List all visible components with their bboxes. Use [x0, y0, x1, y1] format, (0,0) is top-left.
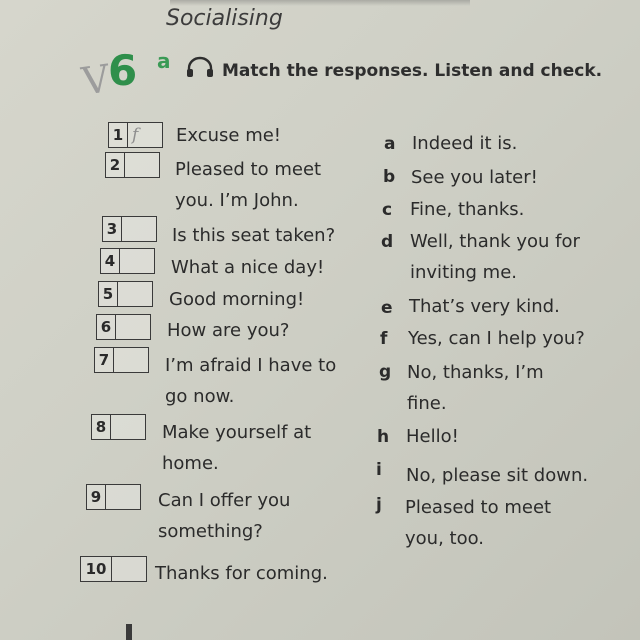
prompt-text: I’m afraid I have to: [165, 355, 337, 376]
response-letter: a: [384, 134, 396, 154]
item-number: 3: [103, 217, 122, 241]
response-letter: i: [376, 460, 382, 480]
item-number: 1: [109, 123, 128, 147]
section-title: Socialising: [166, 6, 283, 31]
item-number: 8: [92, 415, 111, 439]
prompt-text: you. I’m John.: [175, 190, 299, 211]
item-number: 7: [95, 348, 114, 372]
response-text: That’s very kind.: [409, 296, 560, 317]
item-number: 6: [97, 315, 116, 339]
prompt-text: Excuse me!: [176, 125, 282, 146]
item-number: 2: [106, 153, 125, 177]
answer-field[interactable]: f: [132, 125, 139, 145]
prompt-text: Thanks for coming.: [155, 563, 328, 584]
prompt-text: Can I offer you: [158, 490, 291, 511]
response-text: No, thanks, I’m: [407, 362, 544, 383]
response-text: Fine, thanks.: [410, 199, 525, 220]
item-number: 10: [81, 557, 112, 581]
prompt-text: What a nice day!: [171, 257, 325, 278]
next-section-fragment: [126, 624, 132, 640]
response-text: Hello!: [406, 426, 459, 447]
prompt-text: home.: [162, 453, 219, 474]
response-text: No, please sit down.: [406, 465, 589, 486]
response-text: you, too.: [405, 528, 485, 549]
response-text: See you later!: [411, 167, 538, 188]
prompt-text: Pleased to meet: [175, 159, 322, 180]
response-letter: j: [376, 495, 382, 515]
pencil-tick-mark: V: [79, 56, 113, 104]
response-letter: b: [383, 167, 396, 187]
prompt-text: Is this seat taken?: [172, 225, 336, 246]
exercise-letter: a: [157, 49, 171, 73]
prompt-text: something?: [158, 521, 263, 542]
prompt-text: Good morning!: [169, 289, 305, 310]
response-letter: d: [381, 232, 394, 252]
response-text: Indeed it is.: [412, 133, 518, 154]
prompt-text: How are you?: [167, 320, 290, 341]
response-letter: g: [379, 362, 392, 382]
response-letter: e: [381, 298, 393, 318]
response-letter: c: [382, 200, 393, 220]
exercise-number: 6: [108, 46, 138, 95]
response-text: Pleased to meet: [405, 497, 552, 518]
response-letter: f: [380, 329, 388, 349]
response-text: Yes, can I help you?: [408, 328, 585, 349]
response-text: inviting me.: [410, 262, 518, 283]
prompt-text: go now.: [165, 386, 235, 407]
instruction-text: Match the responses. Listen and check.: [222, 61, 603, 81]
response-text: Well, thank you for: [410, 231, 580, 252]
item-number: 5: [99, 282, 118, 306]
response-letter: h: [377, 427, 390, 447]
item-number: 4: [101, 249, 120, 273]
prompt-text: Make yourself at: [162, 422, 312, 443]
response-text: fine.: [407, 393, 447, 414]
item-number: 9: [87, 485, 106, 509]
